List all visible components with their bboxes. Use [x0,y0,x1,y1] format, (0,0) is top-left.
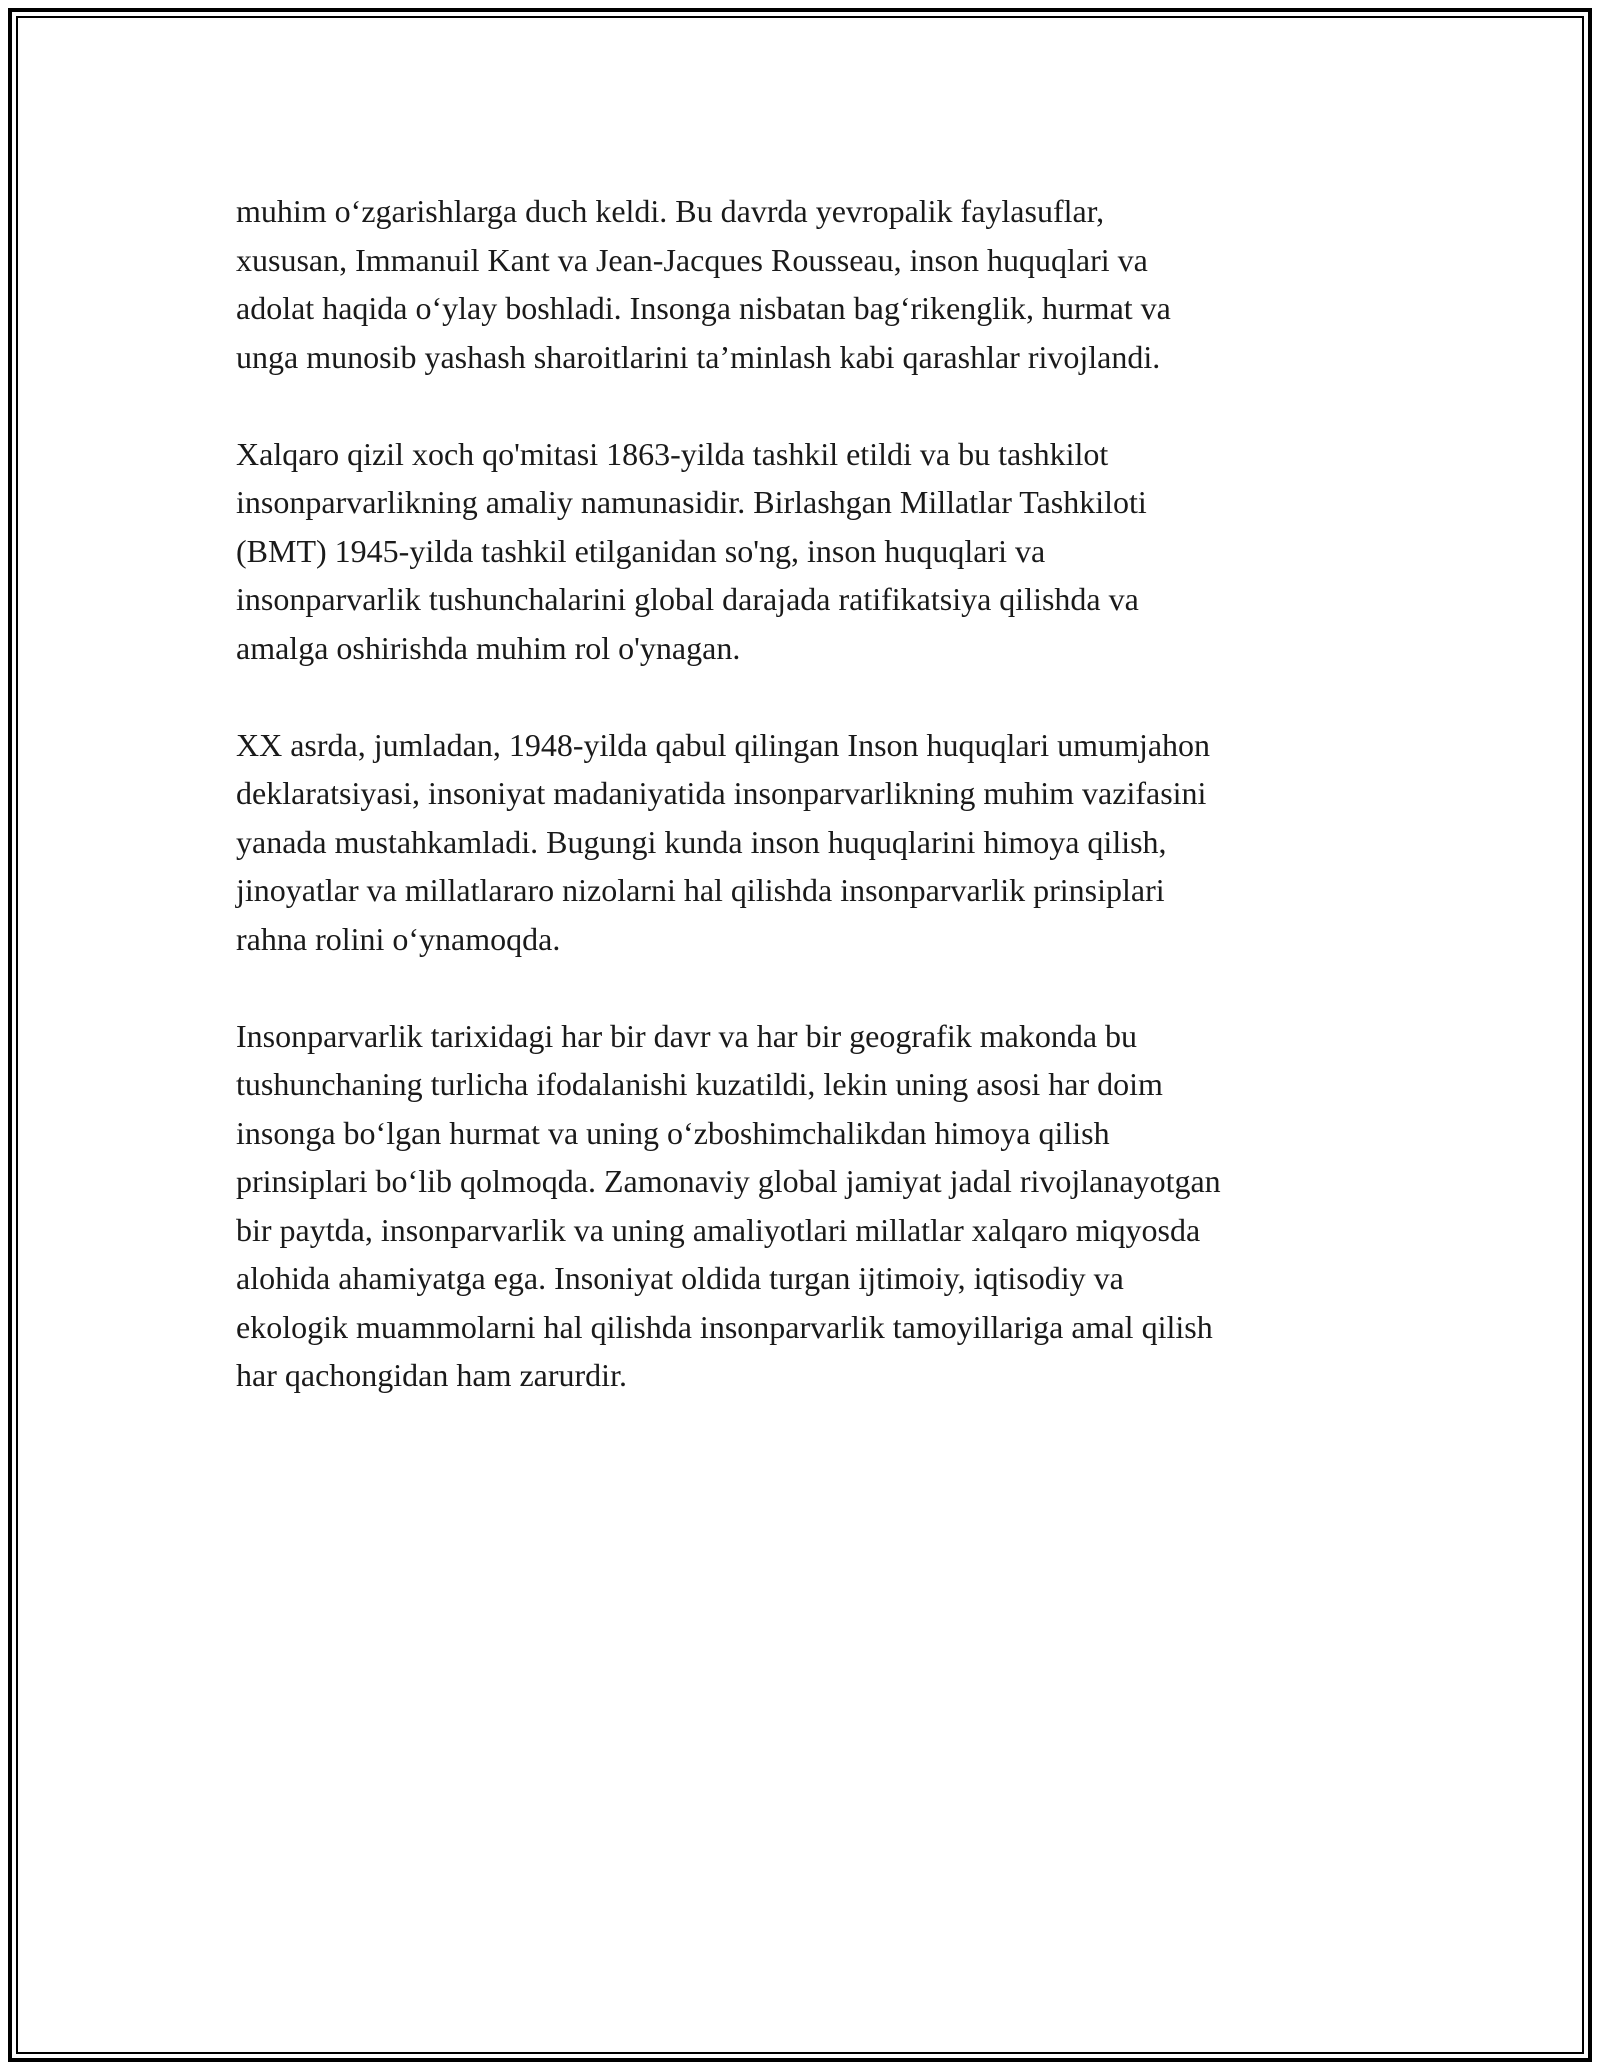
text-line: muhim o‘zgarishlarga duch keldi. Bu davrda yevropalik faylasuflar, [236,193,1105,229]
paragraph-4 [236,1012,1376,1400]
text-line: XX asrda, jumladan, 1948-yilda qabul qilingan Inson huquqlari umumjahon [236,726,1211,763]
text-line: amalga oshirishda muhim rol o'ynagan. [236,629,741,666]
text-line: unga munosib yashash sharoitlarini ta’minlash kabi qarashlar rivojlandi. [236,338,1161,375]
document-body [236,187,1376,1448]
text-line: Xalqaro qizil xoch qo'mitasi 1863-yilda tashkil etildi va bu tashkilot [236,435,1109,472]
text-line: Insonparvarlik tarixidagi har bir davr va har bir geografik makonda bu [236,1017,1138,1054]
text-line: insonparvarlikning amaliy namunasidir. Birlashgan Millatlar Tashkiloti [236,484,1147,520]
text-line: deklaratsiyasi, insoniyat madaniyatida insonparvarlikning muhim vazifasini [236,775,1207,811]
text-line: tushunchaning turlicha ifodalanishi kuzatildi, lekin uning asosi har doim [236,1066,1163,1102]
text-line: har qachongidan ham zarurdir. [236,1357,627,1393]
paragraph-2 [236,430,1376,673]
text-line: insonparvarlik tushunchalarini global darajada ratifikatsiya qilishda va [236,581,1139,617]
text-line: bir paytda, insonparvarlik va uning amaliyotlari millatlar xalqaro miqyosda [236,1211,1201,1248]
text-line: jinoyatlar va millatlararo nizolarni hal qilishda insonparvarlik prinsiplari [236,872,1165,908]
text-line: alohida ahamiyatga ega. Insoniyat oldida turgan ijtimoiy, iqtisodiy va [236,1260,1124,1296]
paragraph-1 [236,187,1376,381]
text-line: (BMT) 1945-yilda tashkil etilganidan so'ng, inson huquqlari va [236,532,1046,569]
text-line: adolat haqida o‘ylay boshladi. Insonga nisbatan bag‘rikenglik, hurmat va [236,290,1171,326]
paragraph-3 [236,721,1376,964]
text-line: prinsiplari bo‘lib qolmoqda. Zamonaviy global jamiyat jadal rivojlanayotgan [236,1163,1221,1199]
text-line: xususan, Immanuil Kant va Jean-Jacques Rousseau, inson huquqlari va [236,241,1148,278]
text-line: yanada mustahkamladi. Bugungi kunda inson huquqlarini himoya qilish, [236,823,1167,860]
text-line: ekologik muammolarni hal qilishda insonparvarlik tamoyillariga amal qilish [236,1308,1213,1345]
text-line: insonga bo‘lgan hurmat va uning o‘zboshimchalikdan himoya qilish [236,1114,1110,1151]
text-line: rahna rolini o‘ynamoqda. [236,920,561,957]
